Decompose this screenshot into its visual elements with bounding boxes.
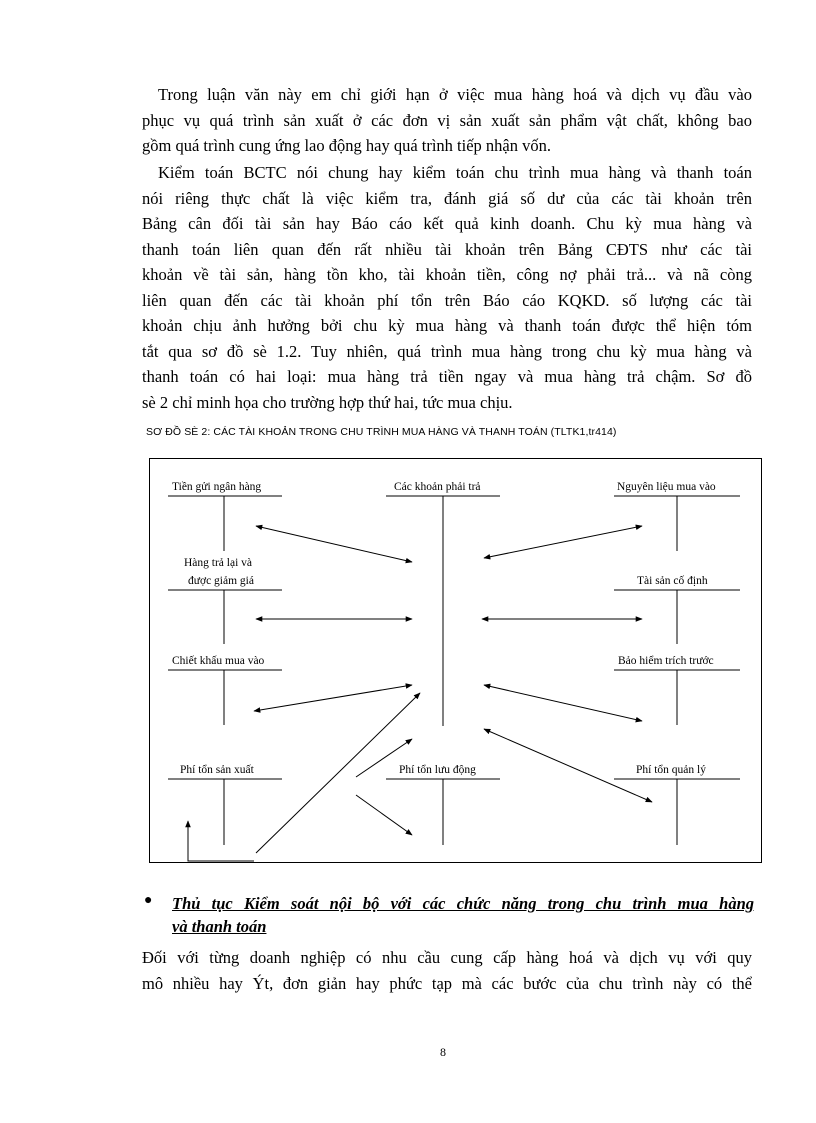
- account-hang-tra-lai-line2: được giảm giá: [188, 575, 254, 587]
- account-cac-khoan-phai-tra: Các khoản phải trả: [394, 481, 481, 493]
- paragraph-line: tắt qua sơ đồ sè 1.2. Tuy nhiên, quá trình mua hàng trong chu kỳ mua hàng và: [142, 341, 752, 361]
- paragraph-line: mô nhiều hay Ýt, đơn giản hay phức tạp mà các bước của chu trình này có thể: [142, 973, 752, 993]
- paragraph-line: sè 2 chỉ minh họa cho trường hợp thứ hai, tức mua chịu.: [142, 392, 513, 412]
- account-chiet-khau-mua-vao: Chiết khấu mua vào: [172, 655, 265, 667]
- section-heading: [172, 892, 754, 938]
- account-tien-gui-ngan-hang: Tiền gửi ngân hàng: [172, 481, 262, 493]
- paragraph-enterprise: [142, 945, 752, 996]
- arrow-san-xuat-to-phai-tra: [256, 693, 420, 853]
- heading-line: và thanh toán: [172, 917, 267, 936]
- account-nguyen-lieu-mua-vao: Nguyên liệu mua vào: [617, 481, 716, 493]
- paragraph-line: thanh toán có hai loại: mua hàng trả tiền ngay và mua hàng trả chậm. Sơ đồ: [142, 367, 752, 386]
- paragraph-line: gồm quá trình cung ứng lao động hay quá trình tiếp nhận vốn.: [142, 136, 551, 155]
- account-bao-hiem-trich-truoc: Bảo hiểm trích trước: [618, 655, 714, 667]
- paragraph-line: liên quan đến các tài khoản phí tổn trên Báo cáo KQKD. số lượng các tài: [142, 290, 752, 310]
- paragraph-scope: [142, 82, 752, 159]
- account-hang-tra-lai-line1: Hàng trả lại và: [184, 557, 253, 569]
- arrow-nguyen-lieu: [484, 526, 642, 558]
- account-tai-san-co-dinh: Tài sản cố định: [637, 575, 708, 587]
- bullet-icon: ●: [144, 893, 153, 908]
- diagram-caption: SƠ ĐỒ SÈ 2: CÁC TÀI KHOẢN TRONG CHU TRÌNH MUA HÀNG VÀ THANH TOÁN (TLTK1,tr414): [146, 426, 617, 438]
- arrow-return-phi-san-xuat: [188, 821, 254, 861]
- arrow-tien-gui: [256, 526, 412, 562]
- paragraph-line: Đối với từng doanh nghiệp có nhu cầu cung cấp hàng hoá và dịch vụ với quy: [142, 948, 752, 967]
- arrow-chiet-khau: [254, 685, 412, 711]
- paragraph-line: Trong luận văn này em chỉ giới hạn ở việc mua hàng hoá và dịch vụ đầu vào: [158, 85, 752, 104]
- arrow-phi-quan-ly: [484, 729, 652, 802]
- account-phi-ton-quan-ly: Phí tổn quản lý: [636, 764, 706, 776]
- paragraph-line: nói riêng thực chất là việc kiểm tra, đánh giá số dư của các tài khoản trên: [142, 188, 752, 208]
- account-phi-ton-san-xuat: Phí tổn sản xuất: [180, 764, 254, 776]
- arrow-bao-hiem: [484, 685, 642, 721]
- paragraph-line: Bảng cân đối tài sản hay Báo cáo kết quả kinh doanh. Chu kỳ mua hàng và: [142, 214, 752, 233]
- paragraph-line: phục vụ quá trình sản xuất ở các đơn vị sản xuất sản phẩm vật chất, không bao: [142, 110, 752, 130]
- paragraph-line: khoản về tài sản, hàng tồn kho, tài khoản tiền, công nợ phải trả... và nã còng: [142, 265, 752, 284]
- account-flow-diagram: [149, 458, 762, 863]
- paragraph-line: khoản chịu ảnh hưởng bởi chu kỳ mua hàng và thanh toán được thể hiện tóm: [142, 316, 752, 335]
- heading-line: Thủ tục Kiểm soát nội bộ với các chức năng trong chu trình mua hàng: [172, 894, 754, 913]
- paragraph-line: Kiểm toán BCTC nói chung hay kiểm toán chu trình mua hàng và thanh toán: [158, 163, 752, 182]
- paragraph-line: thanh toán liên quan đến rất nhiều tài khoản trên Bảng CĐTS như các tài: [142, 239, 752, 259]
- paragraph-audit: [142, 160, 752, 415]
- page-number: 8: [440, 1045, 446, 1059]
- account-phi-ton-luu-dong: Phí tổn lưu động: [399, 764, 476, 776]
- arrow-to-phi-luu-dong: [356, 795, 412, 835]
